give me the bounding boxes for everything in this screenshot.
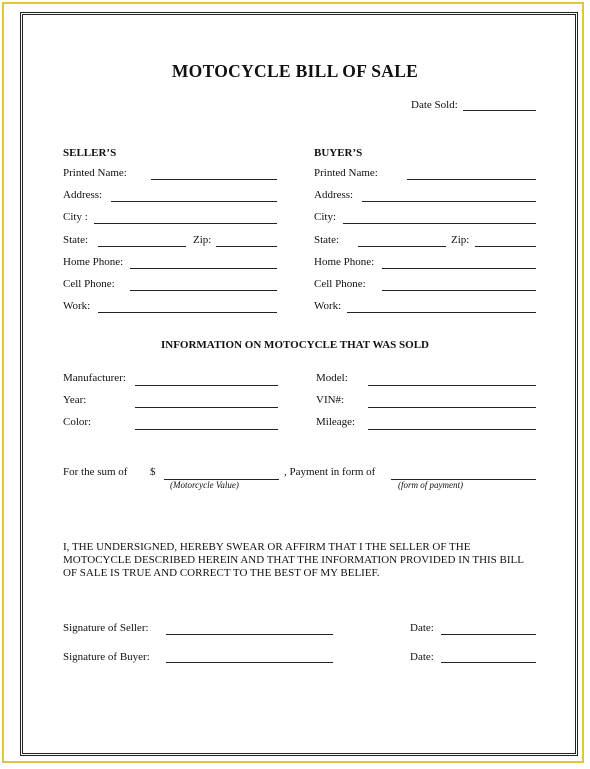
vin-label: VIN#: — [316, 394, 345, 406]
manufacturer-label: Manufacturer: — [63, 372, 126, 384]
year-label: Year: — [63, 394, 87, 406]
buyer-work-field[interactable] — [347, 312, 536, 313]
vin-field[interactable] — [368, 407, 536, 408]
seller-work-field[interactable] — [98, 312, 277, 313]
seller-work-label: Work: — [63, 300, 91, 312]
page-border-double — [20, 12, 578, 756]
buyer-zip-field[interactable] — [475, 246, 536, 247]
seller-signature-field[interactable] — [166, 634, 333, 635]
seller-address-field[interactable] — [111, 201, 277, 202]
form-title: MOTOCYCLE BILL OF SALE — [171, 61, 419, 81]
payment-form-label: , Payment in form of — [284, 466, 376, 478]
buyer-home-phone-field[interactable] — [382, 268, 536, 269]
buyer-heading: BUYER’S — [314, 147, 363, 159]
manufacturer-field[interactable] — [135, 385, 278, 386]
seller-address-label: Address: — [63, 189, 103, 201]
currency-symbol: $ — [150, 466, 156, 478]
seller-cell-phone-label: Cell Phone: — [63, 278, 115, 290]
seller-date-field[interactable] — [441, 634, 536, 635]
seller-printed-name-field[interactable] — [151, 179, 277, 180]
mileage-field[interactable] — [368, 429, 536, 430]
model-label: Model: — [316, 372, 348, 384]
buyer-address-field[interactable] — [362, 201, 536, 202]
seller-zip-field[interactable] — [216, 246, 277, 247]
color-field[interactable] — [135, 429, 278, 430]
buyer-work-label: Work: — [314, 300, 342, 312]
model-field[interactable] — [368, 385, 536, 386]
buyer-printed-name-field[interactable] — [407, 179, 536, 180]
seller-home-phone-label: Home Phone: — [63, 256, 124, 268]
buyer-signature-label: Signature of Buyer: — [63, 651, 150, 663]
affirmation-text: I, THE UNDERSIGNED, HEREBY SWEAR OR AFFIRM THAT I THE SELLER OF THE MOTOCYCLE DESCRIBED HEREIN AND THAT THE INFORMATION PROVIDED IN THIS BILL OF SALE IS TRUE AND CORRECT TO THE BEST OF MY BELIEF. — [63, 541, 524, 579]
year-field[interactable] — [135, 407, 278, 408]
color-label: Color: — [63, 416, 92, 428]
seller-state-field[interactable] — [98, 246, 186, 247]
buyer-cell-phone-label: Cell Phone: — [314, 278, 366, 290]
buyer-city-label: City: — [314, 211, 337, 223]
buyer-date-field[interactable] — [441, 662, 536, 663]
seller-date-label: Date: — [410, 622, 434, 634]
seller-cell-phone-field[interactable] — [130, 290, 277, 291]
motorcycle-value-hint: (Motorcycle Value) — [170, 480, 239, 490]
mileage-label: Mileage: — [316, 416, 356, 428]
date-sold-field[interactable] — [463, 110, 536, 111]
seller-home-phone-field[interactable] — [130, 268, 277, 269]
buyer-state-label: State: — [314, 234, 340, 246]
buyer-city-field[interactable] — [343, 223, 536, 224]
seller-city-label: City : — [63, 211, 88, 223]
buyer-address-label: Address: — [314, 189, 354, 201]
seller-state-label: State: — [63, 234, 89, 246]
info-heading: INFORMATION ON MOTOCYCLE THAT WAS SOLD — [160, 339, 430, 351]
buyer-signature-field[interactable] — [166, 662, 333, 663]
buyer-printed-name-label: Printed Name: — [314, 167, 378, 179]
seller-heading: SELLER’S — [63, 147, 117, 159]
buyer-home-phone-label: Home Phone: — [314, 256, 375, 268]
seller-zip-label: Zip: — [193, 234, 212, 246]
payment-form-hint: (form of payment) — [398, 480, 463, 490]
seller-city-field[interactable] — [94, 223, 277, 224]
buyer-state-field[interactable] — [358, 246, 446, 247]
buyer-date-label: Date: — [410, 651, 434, 663]
seller-printed-name-label: Printed Name: — [63, 167, 127, 179]
seller-signature-label: Signature of Seller: — [63, 622, 149, 634]
buyer-zip-label: Zip: — [451, 234, 470, 246]
date-sold-label: Date Sold: — [411, 99, 458, 111]
buyer-cell-phone-field[interactable] — [382, 290, 536, 291]
sum-label: For the sum of — [63, 466, 128, 478]
